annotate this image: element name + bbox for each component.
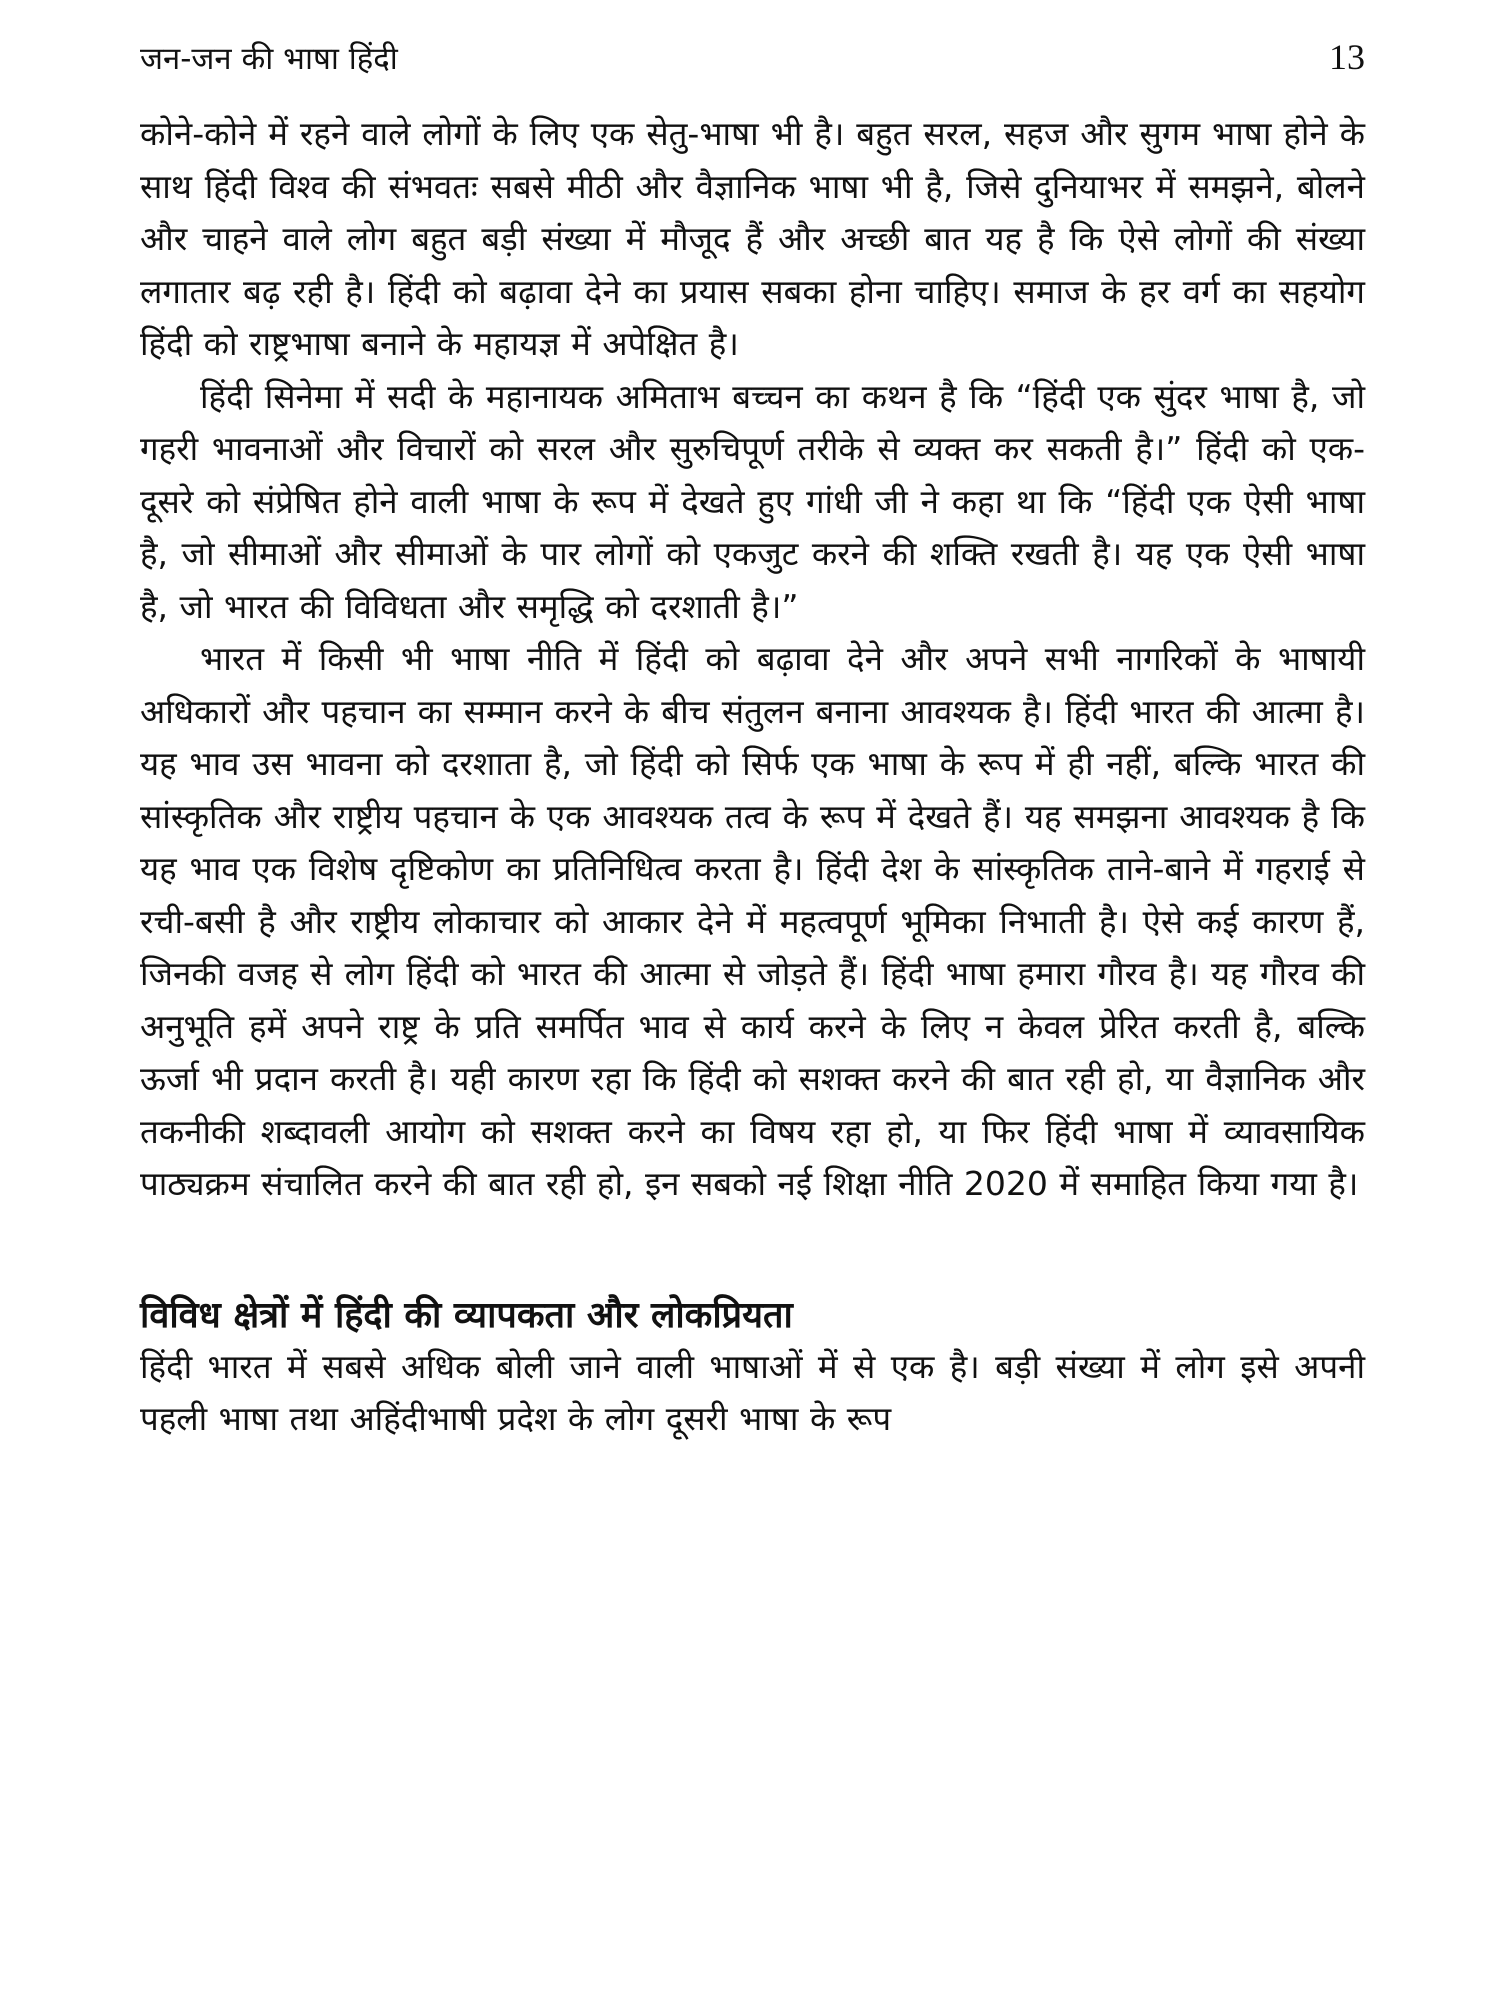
running-header bbox=[140, 36, 1365, 96]
section-heading: विविध क्षेत्रों में हिंदी की व्यापकता और लोकप्रियता bbox=[140, 1294, 793, 1336]
book-page bbox=[140, 36, 1365, 1446]
section-paragraph: हिंदी भारत में सबसे अधिक बोली जाने वाली भाषाओं में से एक है। बड़ी संख्या में लोग इसे अपनी पहली भाषा तथा अहिंदीभाषी प्रदेश के लोग दूसरी भाषा के रूप bbox=[140, 1346, 1365, 1438]
running-title: जन-जन की भाषा हिंदी bbox=[140, 41, 398, 77]
body-text bbox=[140, 108, 1365, 1446]
paragraph-language-policy: भारत में किसी भी भाषा नीति में हिंदी को बढ़ावा देने और अपने सभी नागरिकों के भाषायी अधिकारों और पहचान का सम्मान करने के बीच संतुलन बनाना आवश्यक है। हिंदी भारत की आत्मा है। यह भाव उस भावना को दरशाता है, जो हिंदी को सिर्फ एक भाषा के रूप में ही नहीं, बल्कि भारत की सांस्कृतिक और राष्ट्रीय पहचान के एक आवश्यक तत्व के रूप में देखते हैं। यह समझना आवश्यक है कि यह भाव एक विशेष दृष्टिकोण का प्रतिनिधित्व करता है। हिंदी देश के सांस्कृतिक ताने-बाने में गहराई से रची-बसी है और राष्ट्रीय लोकाचार को आकार देने में महत्वपूर्ण भूमिका निभाती है। ऐसे कई कारण हैं, जिनकी वजह से लोग हिंदी को भारत की आत्मा से जोड़ते हैं। हिंदी भाषा हमारा गौरव है। यह गौरव की अनुभूति हमें अपने राष्ट्र के प्रति समर्पित भाव से कार्य करने के लिए न केवल प्रेरित करती है, बल्कि ऊर्जा भी प्रदान करती है। यही कारण रहा कि हिंदी को सशक्त करने की बात रही हो, या वैज्ञानिक और तकनीकी शब्दावली आयोग को सशक्त करने का विषय रहा हो, या फिर हिंदी भाषा में व्यावसायिक पाठ्यक्रम संचालित करने की बात रही हो, इन सबको नई शिक्षा नीति 2020 में समाहित किया गया है। bbox=[140, 639, 1365, 1203]
paragraph-continuation: कोने-कोने में रहने वाले लोगों के लिए एक सेतु-भाषा भी है। बहुत सरल, सहज और सुगम भाषा होने के साथ हिंदी विश्व की संभवतः सबसे मीठी और वैज्ञानिक भाषा भी है, जिसे दुनियाभर में समझने, बोलने और चाहने वाले लोग बहुत बड़ी संख्या में मौजूद हैं और अच्छी बात यह है कि ऐसे लोगों की संख्या लगातार बढ़ रही है। हिंदी को बढ़ावा देने का प्रयास सबका होना चाहिए। समाज के हर वर्ग का सहयोग हिंदी को राष्ट्रभाषा बनाने के महायज्ञ में अपेक्षित है। bbox=[140, 114, 1365, 363]
paragraph-quotes: हिंदी सिनेमा में सदी के महानायक अमिताभ बच्चन का कथन है कि “हिंदी एक सुंदर भाषा है, जो गहरी भावनाओं और विचारों को सरल और सुरुचिपूर्ण तरीके से व्यक्त कर सकती है।” हिंदी को एक-दूसरे को संप्रेषित होने वाली भाषा के रूप में देखते हुए गांधी जी ने कहा था कि “हिंदी एक ऐसी भाषा है, जो सीमाओं और सीमाओं के पार लोगों को एकजुट करने की शक्ति रखती है। यह एक ऐसी भाषा है, जो भारत की विविधता और समृद्धि को दरशाती है।” bbox=[140, 376, 1365, 626]
page-number: 13 bbox=[1329, 37, 1365, 77]
